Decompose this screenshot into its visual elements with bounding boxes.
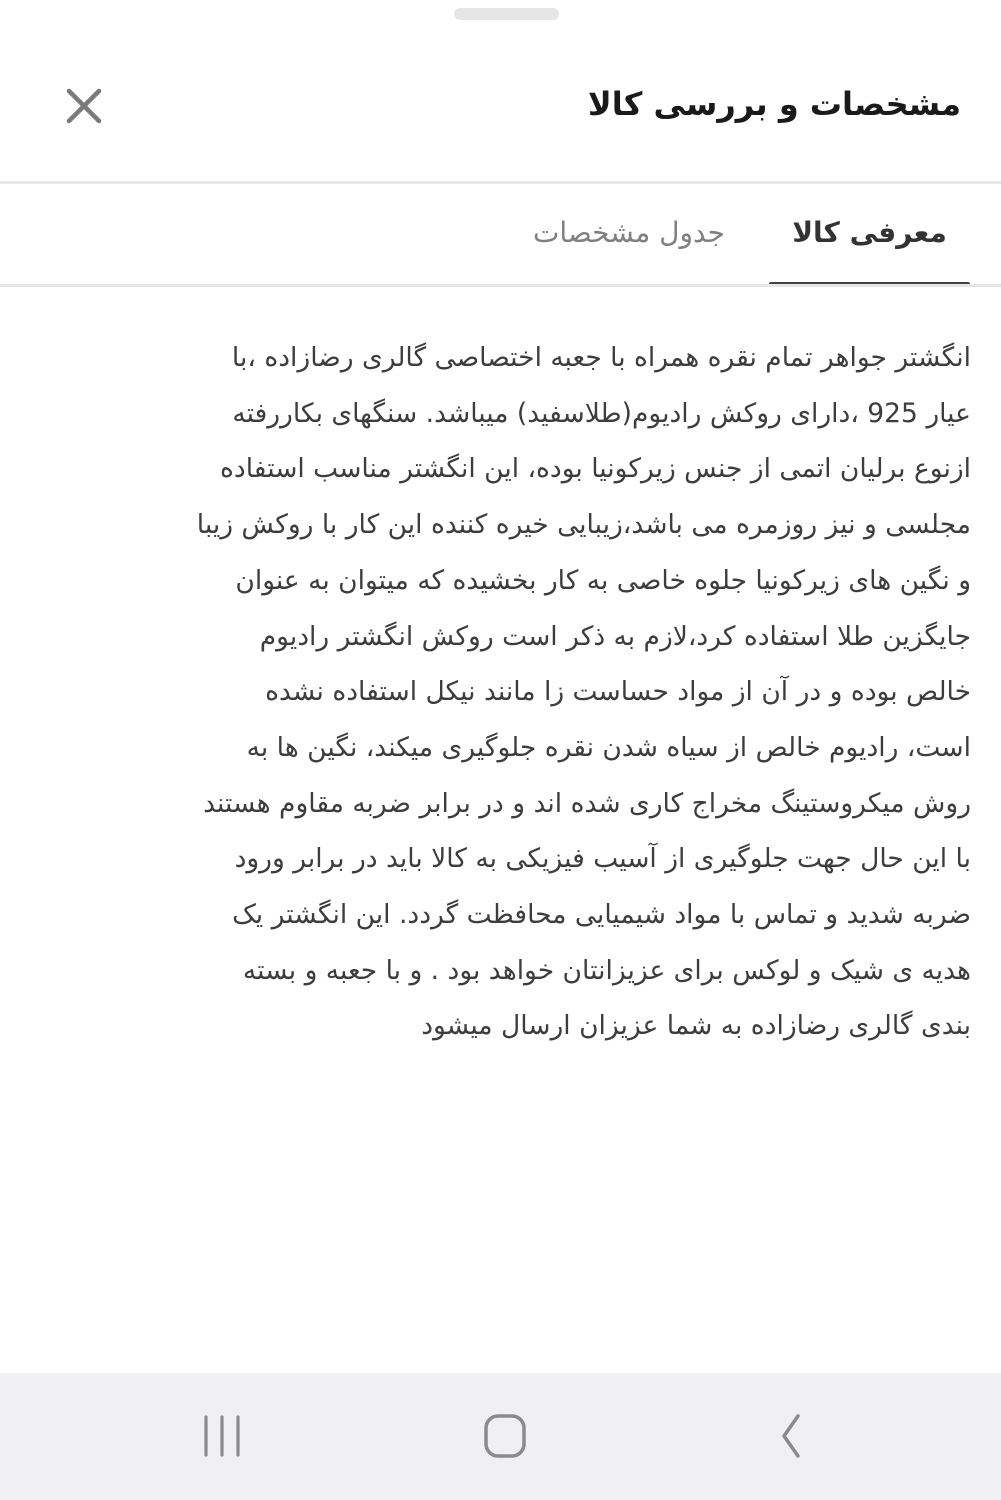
tabs-divider xyxy=(0,284,1001,287)
description-line: ضربه شدید و تماس با مواد شیمیایی محافظت گردد. این انگشتر یک xyxy=(232,899,971,931)
close-icon xyxy=(65,87,103,125)
tab-product-intro[interactable] xyxy=(769,184,970,286)
description-line: هدیه ی شیک و لوکس برای عزیزانتان خواهد بود . و با جعبه و بسته xyxy=(242,954,971,986)
sheet-header xyxy=(0,40,1001,182)
recent-apps-icon xyxy=(200,1414,244,1458)
description-line: است، رادیوم خالص از سیاه شدن نقره جلوگیری میکند، نگین ها به xyxy=(246,731,971,763)
tab-label: جدول مشخصات xyxy=(533,215,725,249)
product-description xyxy=(30,330,971,1054)
sheet-title: مشخصات و بررسی کالا xyxy=(587,85,961,123)
tab-specs-table[interactable] xyxy=(489,184,769,286)
description-line: و نگین های زیرکونیا جلوه خاصی به کار بخشیده که میتوان به عنوان xyxy=(235,564,971,596)
description-line: روش میکروستینگ مخراج کاری شده اند و در برابر ضربه مقاوم هستند xyxy=(203,787,971,819)
description-line: ازنوع برلیان اتمی از جنس زیرکونیا بوده، این انگشتر مناسب استفاده xyxy=(220,453,971,485)
description-line: انگشتر جواهر تمام نقره همراه با جعبه اختصاصی گالری رضازاده ،با xyxy=(231,342,971,373)
back-icon xyxy=(770,1413,810,1459)
description-line: مجلسی و نیز روزمره می باشد،زیبایی خیره کننده این کار با روکش زیبا xyxy=(196,509,971,541)
description-line: بندی گالری رضازاده به شما عزیزان ارسال میشود xyxy=(421,1010,971,1042)
home-button[interactable] xyxy=(475,1411,535,1461)
back-button[interactable] xyxy=(760,1411,820,1461)
system-navigation-bar xyxy=(0,1373,1001,1500)
description-line: جایگزین طلا استفاده کرد،لازم به ذکر است روکش انگشتر رادیوم xyxy=(259,620,971,652)
description-line: با این حال جهت جلوگیری از آسیب فیزیکی به کالا باید در برابر ورود xyxy=(234,843,971,875)
tab-bar xyxy=(0,184,1001,286)
home-icon xyxy=(482,1413,528,1459)
close-button[interactable] xyxy=(62,84,106,128)
description-line: خالص بوده و در آن از مواد حساست زا مانند نیکل استفاده نشده xyxy=(265,676,971,708)
tab-label: معرفی کالا xyxy=(792,215,947,249)
sheet-drag-handle[interactable] xyxy=(454,8,559,20)
description-line: عیار 925 ،دارای روکش رادیوم(طلاسفید) میباشد. سنگهای بکاررفته xyxy=(232,397,971,429)
recent-apps-button[interactable] xyxy=(192,1411,252,1461)
